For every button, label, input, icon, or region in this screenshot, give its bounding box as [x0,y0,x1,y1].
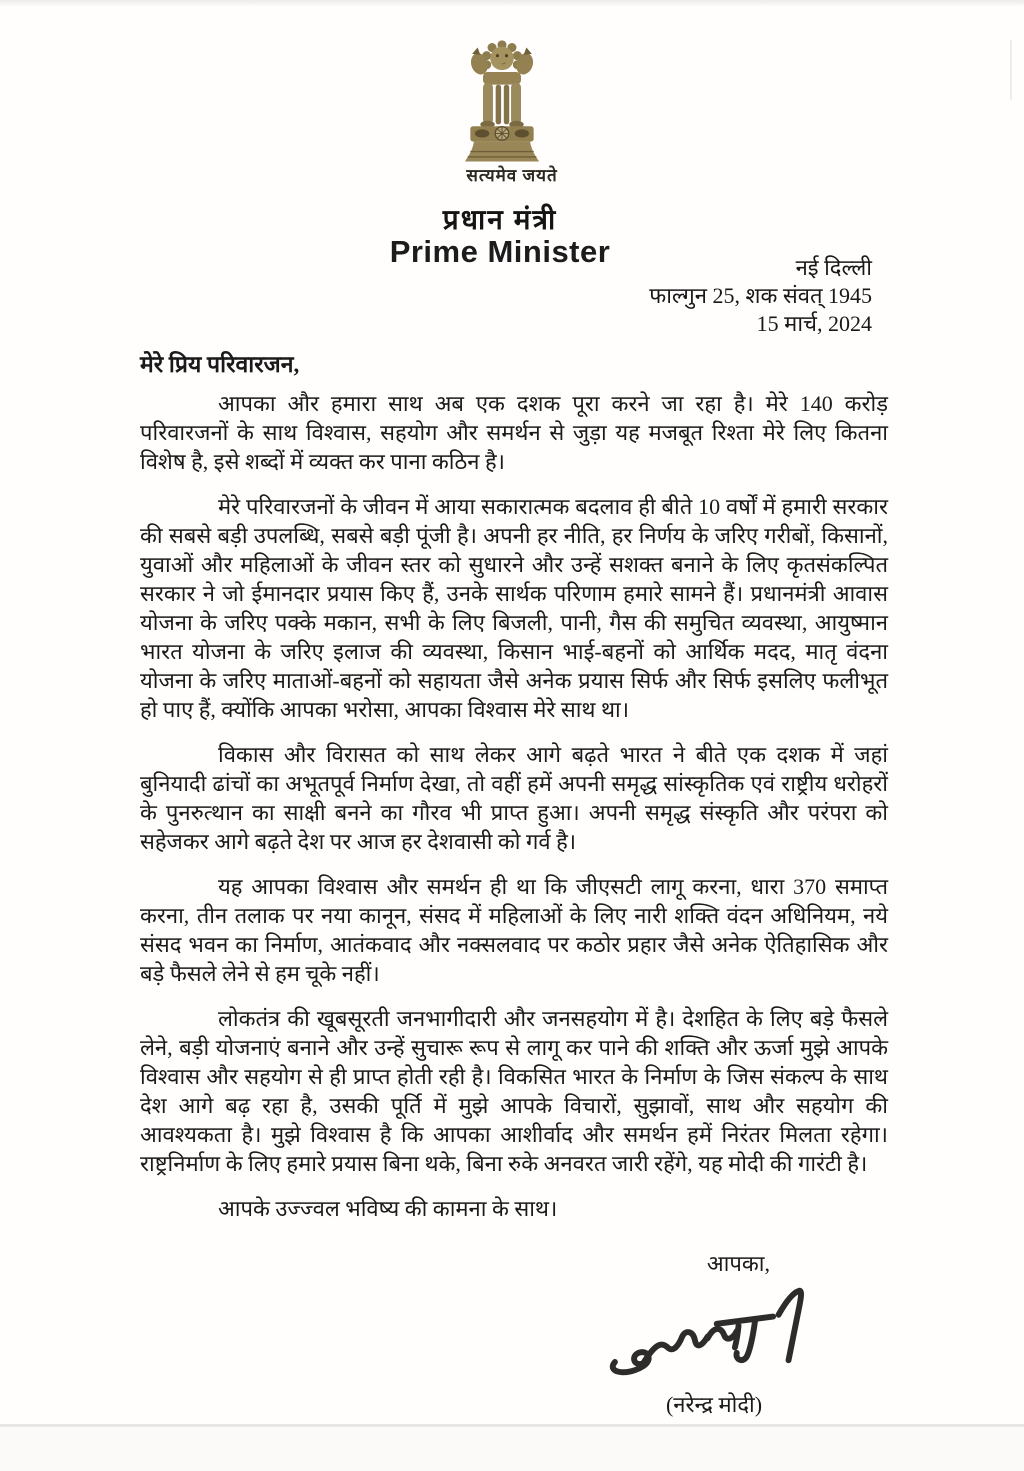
dateline [649,254,872,338]
signature-block [588,1282,840,1419]
paragraph-2: मेरे परिवारजनों के जीवन में आया सकारात्मक बदलाव ही बीते 10 वर्षों में हमारी सरकार की सबसे बड़ी उपलब्धि, सबसे बड़ी पूंजी है। अपनी हर नीति, हर निर्णय के जरिए गरीबों, किसानों, युवाओं और महिलाओं के जीवन स्तर को सुधारने और उन्हें सशक्त बनाने के लिए कृतसंकल्पित सरकार ने जो ईमानदार प्रयास किए हैं, उनके सार्थक परिणाम हमारे सामने हैं। प्रधानमंत्री आवास योजना के जरिए पक्के मकान, सभी के लिए बिजली, पानी, गैस की समुचित व्यवस्था, आयुष्मान भारत योजना के जरिए इलाज की व्यवस्था, किसान भाई-बहनों को आर्थिक मदद, मातृ वंदना योजना के जरिए माताओं-बहनों को सहायता जैसे अनेक प्रयास सिर्फ और सिर्फ इसलिए फलीभूत हो पाए हैं, क्योंकि आपका भरोसा, आपका विश्वास मेरे साथ था। [140,494,888,722]
dateline-saka-date: फाल्गुन 25, शक संवत् 1945 [649,283,872,308]
salutation: मेरे प्रिय परिवारजन, [140,352,300,377]
paragraph-3: विकास और विरासत को साथ लेकर आगे बढ़ते भारत ने बीते एक दशक में जहां बुनियादी ढांचों का अभूतपूर्व निर्माण देखा, तो वहीं हमें अपनी समृद्ध सांस्कृतिक एवं राष्ट्रीय धरोहरों के पुनरुत्थान का साक्षी बनने का गौरव भी प्राप्त हुआ। अपनी समृद्ध संस्कृति और परंपरा को सहेजकर आगे बढ़ते देश पर आज हर देशवासी को गर्व है। [140,742,888,854]
office-title-hindi: प्रधान मंत्री [442,205,558,236]
valediction: आपका, [706,1251,770,1276]
dateline-place: नई दिल्ली [795,255,872,280]
scan-artifact-bottom-area [0,1427,1024,1471]
dateline-gregorian-date: 15 मार्च, 2024 [756,311,872,336]
letter-body [140,350,888,1419]
paragraph-1: आपका और हमारा साथ अब एक दशक पूरा करने जा रहा है। मेरे 140 करोड़ परिवारजनों के साथ विश्वास, सहयोग और समर्थन से जुड़ा यह मजबूत रिश्ता मेरे लिए कितना विशेष है, इसे शब्दों में व्यक्त कर पाना कठिन है। [140,391,888,474]
scan-shadow-top [0,0,1024,7]
signature [594,1282,834,1382]
office-title-english: Prime Minister [389,234,611,269]
scan-artifact-right [1010,40,1012,100]
paragraph-5: लोकतंत्र की खूबसूरती जनभागीदारी और जनसहयोग में है। देशहित के लिए बड़े फैसले लेने, बड़ी योजनाएं बनाने और उन्हें सुचारू रूप से लागू कर पाने की शक्ति और ऊर्जा मुझे आपके विश्वास और सहयोग से ही प्राप्त होती रही है। विकसित भारत के निर्माण के जिस संकल्प के साथ देश आगे बढ़ रहा है, उसकी पूर्ति में मुझे आपके विचारों, सुझावों, साथ और सहयोग की आवश्यकता है। मुझे विश्वास है कि आपका आशीर्वाद और समर्थन हमें निरंतर मिलता रहेगा। राष्ट्रनिर्माण के लिए हमारे प्रयास बिना थके, बिना रुके अनवरत जारी रहेंगे, यह मोदी की गारंटी है। [140,1006,888,1176]
paragraph-4: यह आपका विश्वास और समर्थन ही था कि जीएसटी लागू करना, धारा 370 समाप्त करना, तीन तलाक पर नया कानून, संसद में महिलाओं के लिए नारी शक्ति वंदन अधिनियम, नये संसद भवन का निर्माण, आतंकवाद और नक्सलवाद पर कठोर प्रहार जैसे अनेक ऐतिहासिक और बड़े फैसले लेने से हम चूके नहीं। [140,874,888,986]
closing-line: आपके उज्ज्वल भविष्य की कामना के साथ। [218,1196,558,1221]
emblem-motto: सत्यमेव जयते [466,166,558,185]
signer-name: (नरेन्द्र मोदी) [665,1392,763,1417]
state-emblem-icon [452,34,552,166]
